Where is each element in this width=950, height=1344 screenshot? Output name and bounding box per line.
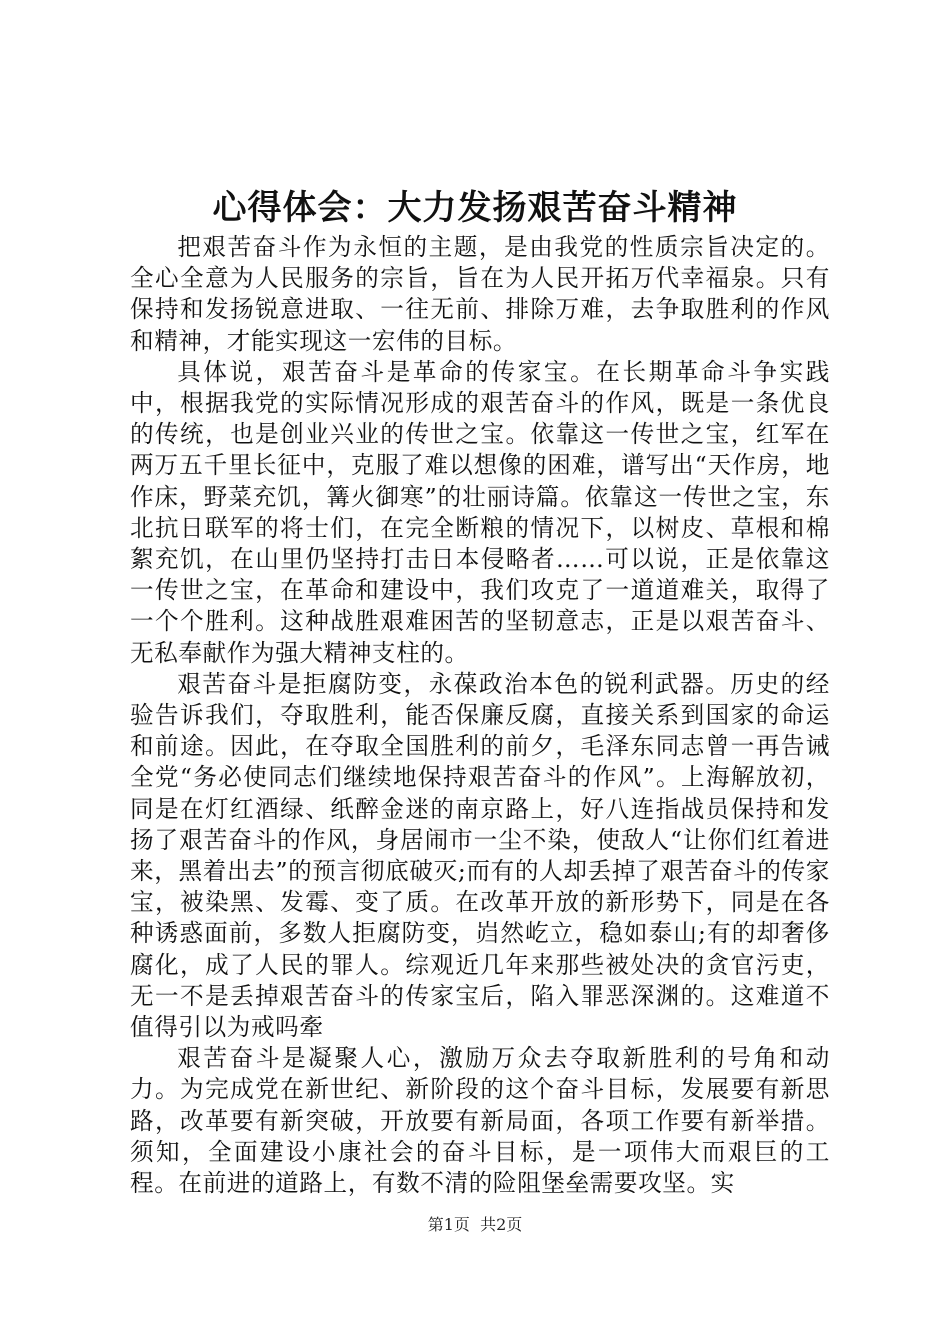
document-body bbox=[130, 232, 830, 1199]
paragraph-4: 艰苦奋斗是凝聚人心，激励万众去夺取新胜利的号角和动力。为完成党在新世纪、新阶段的这个奋斗目标，发展要有新思路，改革要有新突破，开放要有新局面，各项工作要有新举措。须知，全面建设小康社会的奋斗目标，是一项伟大而艰巨的工程。在前进的道路上，有数不清的险阻堡垒需要攻坚。实 bbox=[130, 1044, 830, 1198]
document-title: 心得体会：大力发扬艰苦奋斗精神 bbox=[212, 188, 738, 228]
paragraph-2: 具体说，艰苦奋斗是革命的传家宝。在长期革命斗争实践中，根据我党的实际情况形成的艰苦奋斗的作风，既是一条优良的传统，也是创业兴业的传世之宝。依靠这一传世之宝，红军在两万五千里长征中，克服了难以想像的困难，谱写出“天作房，地作床，野菜充饥，篝火御寒”的壮丽诗篇。依靠这一传世之宝，东北抗日联军的将士们，在完全断粮的情况下，以树皮、草根和棉絮充饥，在山里仍坚持打击日本侵略者……可以说，正是依靠这一传世之宝，在革命和建设中，我们攻克了一道道难关，取得了一个个胜利。这种战胜艰难困苦的坚韧意志，正是以艰苦奋斗、无私奉献作为强大精神支柱的。 bbox=[130, 357, 830, 667]
page-number-label: 第1页 共2页 bbox=[427, 1215, 523, 1234]
page-footer bbox=[0, 1214, 950, 1236]
paragraph-3: 艰苦奋斗是拒腐防变，永葆政治本色的锐利武器。历史的经验告诉我们，夺取胜利，能否保廉反腐，直接关系到国家的命运和前途。因此，在夺取全国胜利的前夕，毛泽东同志曾一再告诫全党“务必使同志们继续地保持艰苦奋斗的作风”。上海解放初，同是在灯红酒绿、纸醉金迷的南京路上，好八连指战员保持和发扬了艰苦奋斗的作风，身居闹市一尘不染，使敌人“让你们红着进来，黑着出去”的预言彻底破灭;而有的人却丢掉了艰苦奋斗的传家宝，被染黑、发霉、变了质。在改革开放的新形势下，同是在各种诱惑面前，多数人拒腐防变，岿然屹立，稳如泰山;有的却奢侈腐化，成了人民的罪人。综观近几年来那些被处决的贪官污吏，无一不是丢掉艰苦奋斗的传家宝后，陷入罪恶深渊的。这难道不值得引以为戒吗牽 bbox=[130, 669, 830, 1042]
paragraph-1: 把艰苦奋斗作为永恒的主题，是由我党的性质宗旨决定的。全心全意为人民服务的宗旨，旨在为人民开拓万代幸福泉。只有保持和发扬锐意进取、一往无前、排除万难，去争取胜利的作风和精神，才能实现这一宏伟的目标。 bbox=[130, 233, 830, 355]
